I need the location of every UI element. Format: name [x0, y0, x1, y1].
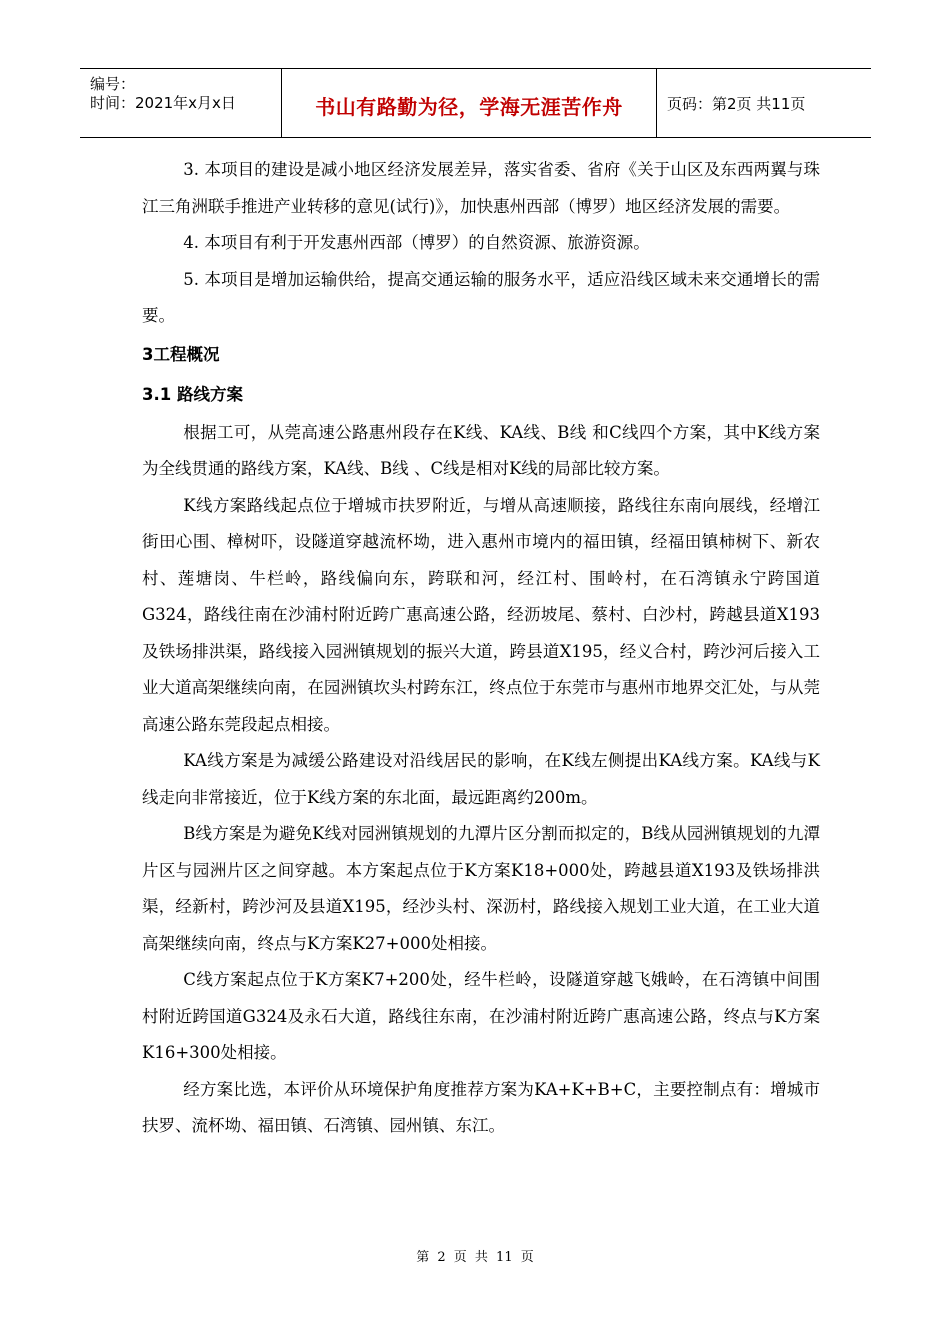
header-meta	[80, 69, 282, 137]
paragraph-reason-5: 5. 本项目是增加运输供给，提高交通运输的服务水平，适应沿线区域未来交通增长的需要。	[142, 269, 820, 325]
section-heading-3-1: 3.1 路线方案	[142, 384, 243, 404]
section-heading-3: 3工程概况	[142, 344, 220, 364]
paragraph-conclusion: 经方案比选，本评价从环境保护角度推荐方案为KA+K+B+C，主要控制点有：增城市扶罗、流杯坳、福田镇、石湾镇、园州镇、东江。	[142, 1079, 820, 1135]
header-number-label: 编号：	[90, 75, 136, 93]
paragraph-reason-3: 3. 本项目的建设是减小地区经济发展差异，落实省委、省府《关于山区及东西两翼与珠江三角洲联手推进产业转移的意见(试行)》，加快惠州西部（博罗）地区经济发展的需要。	[142, 160, 820, 216]
paragraph-ka-line: KA线方案是为减缓公路建设对沿线居民的影响，在K线左侧提出KA线方案。KA线与K线走向非常接近，位于K线方案的东北面，最远距离约200m。	[142, 751, 820, 807]
page-footer: 第 2 页 共 11 页	[416, 1250, 534, 1265]
header-motto: 书山有路勤为径，学海无涯苦作舟	[282, 69, 657, 137]
paragraph-route-intro: 根据工可，从莞高速公路惠州段存在K线、KA线、B线 和C线四个方案，其中K线方案为全线贯通的路线方案，KA线、B线 、C线是相对K线的局部比较方案。	[142, 422, 820, 478]
paragraph-c-line: C线方案起点位于K方案K7+200处，经牛栏岭，设隧道穿越飞娥岭，在石湾镇中间围村附近跨国道G324及永石大道，路线往东南，在沙浦村附近跨广惠高速公路，终点与K方案K16+300处相接。	[142, 970, 820, 1062]
paragraph-reason-4: 4. 本项目有利于开发惠州西部（博罗）的自然资源、旅游资源。	[183, 233, 650, 252]
paragraph-k-line: K线方案路线起点位于增城市扶罗附近，与增从高速顺接，路线往东南向展线，经增江街田心围、樟树吓，设隧道穿越流杯坳，进入惠州市境内的福田镇，经福田镇柿树下、新农村、莲塘岗、牛栏岭，路线偏向东，跨联和河，经江村、围岭村，在石湾镇永宁跨国道G324，路线往南在沙浦村附近跨广惠高速公路，经沥坡尾、蔡村、白沙村，跨越县道X193及铁场排洪渠，路线接入园洲镇规划的振兴大道，跨县道X195，经义合村，跨沙河后接入工业大道高架继续向南，在园洲镇坎头村跨东江，终点位于东莞市与惠州市地界交汇处，与从莞高速公路东莞段起点相接。	[142, 495, 820, 734]
page-header	[80, 68, 871, 138]
header-page-label: 页码：第2页 共11页	[667, 94, 806, 113]
document-body	[142, 152, 820, 1145]
header-date-label: 时间：2021年x月x日	[90, 94, 236, 112]
paragraph-b-line: B线方案是为避免K线对园洲镇规划的九潭片区分割而拟定的，B线从园洲镇规划的九潭片区与园洲片区之间穿越。本方案起点位于K方案K18+000处，跨越县道X193及铁场排洪渠，经新村，跨沙河及县道X195，经沙头村、深沥村，路线接入规划工业大道，在工业大道高架继续向南，终点与K方案K27+000处相接。	[142, 824, 820, 953]
